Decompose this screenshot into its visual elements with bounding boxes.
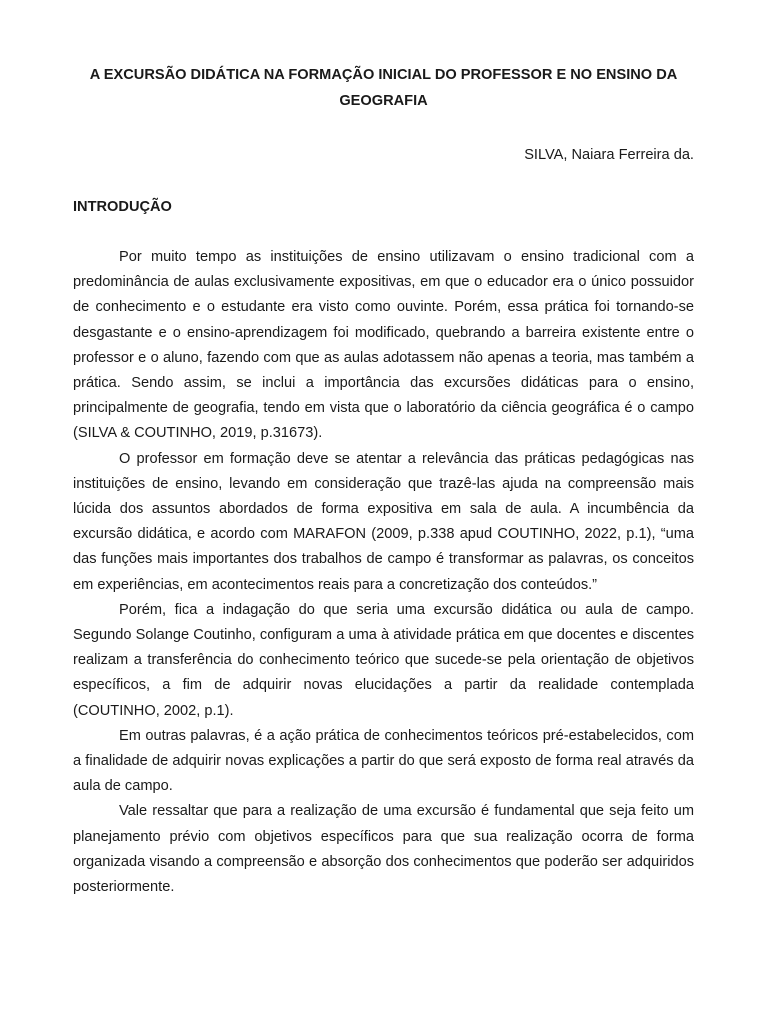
author-name: SILVA, Naiara Ferreira da. (524, 147, 694, 163)
section-heading: INTRODUÇÃO (73, 199, 172, 215)
document-page (73, 63, 694, 900)
paragraph: Por muito tempo as instituições de ensino utilizavam o ensino tradicional com a predominância de aulas exclusivamente expositivas, em que o educador era o único possuidor de conhecimento e o estudante era visto como ouvinte. Porém, essa prática foi tornando-se desgastante e o ensino-aprendizagem foi modificado, quebrando a barreira existente entre o professor e o aluno, fazendo com que as aulas adotassem não apenas a teoria, mas também a prática. Sendo assim, se inclui a importância das excursões didáticas para o ensino, principalmente de geografia, tendo em vista que o laboratório da ciência geográfica é o campo (SILVA & COUTINHO, 2019, p.31673). (73, 249, 694, 442)
paragraph: Porém, fica a indagação do que seria uma excursão didática ou aula de campo. Segundo Solange Coutinho, configuram a uma à atividade prática em que docentes e discentes realizam a transferência do conhecimento teórico que sucede-se pela orientação de objetivos específicos, a fim de adquirir novas elucidações a partir da realidade contemplada (COUTINHO, 2002, p.1). (73, 601, 694, 719)
document-title: A EXCURSÃO DIDÁTICA NA FORMAÇÃO INICIAL DO PROFESSOR E NO ENSINO DA GEOGRAFIA (89, 67, 678, 109)
paragraph: Vale ressaltar que para a realização de uma excursão é fundamental que seja feito um planejamento prévio com objetivos específicos para que sua realização ocorra de forma organizada visando a compreensão e absorção dos conhecimentos que poderão ser adquiridos posteriormente. (73, 803, 694, 896)
body-text (73, 245, 694, 900)
paragraph: Em outras palavras, é a ação prática de conhecimentos teóricos pré-estabelecidos, com a finalidade de adquirir novas explicações a partir do que será exposto de forma real através da aula de campo. (73, 727, 694, 795)
paragraph: O professor em formação deve se atentar a relevância das práticas pedagógicas nas instituições de ensino, levando em consideração que trazê-las ajuda na compreensão mais lúcida dos assuntos abordados de forma expositiva em sala de aula. A incumbência da excursão didática, e acordo com MARAFON (2009, p.338 apud COUTINHO, 2022, p.1), “uma das funções mais importantes dos trabalhos de campo é transformar as palavras, os conceitos em experiências, em acontecimentos reais para a concretização dos conteúdos.” (73, 450, 694, 593)
